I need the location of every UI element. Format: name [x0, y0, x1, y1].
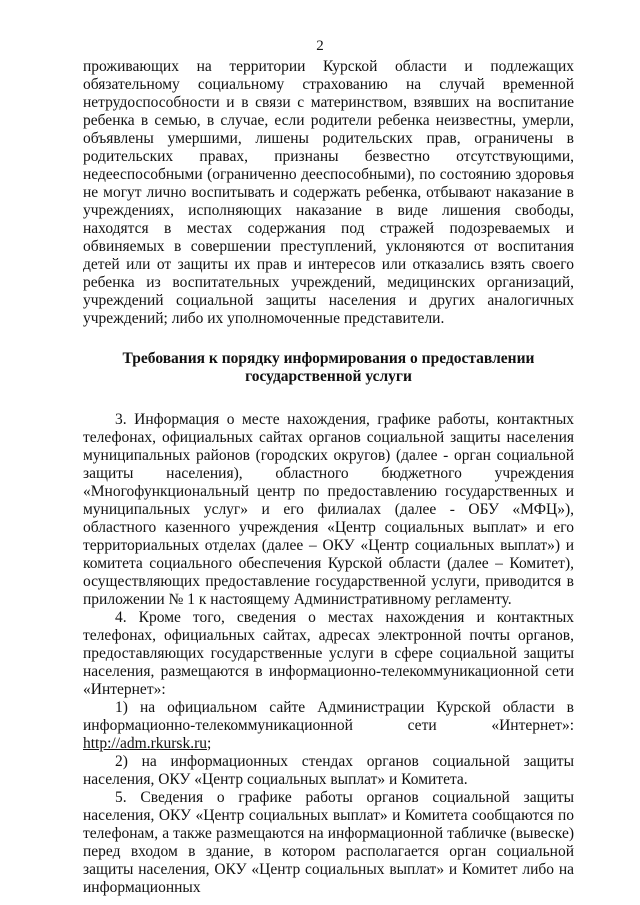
paragraph-3: 3. Информация о месте нахождения, графике работы, контактных телефонах, официальных сайтах органов социальной защиты населения муниципальных районов (городских округов) (далее - орган социальной защиты населения), областного бюджетного учреждения «Многофункциональный центр по предоставлению государственных и муниципальных услуг» и его филиалах (далее - ОБУ «МФЦ»), областного казенного учреждения «Центр социальных выплат» и его территориальных отделах (далее – ОКУ «Центр социальных выплат») и комитета социального обеспечения Курской области (далее – Комитет), осуществляющих предоставление государственной услуги, приводится в приложении № 1 к настоящему Административному регламенту.	[83, 411, 574, 608]
document-body	[83, 58, 574, 897]
list-item-2: 2) на информационных стендах органов социальной защиты населения, ОКУ «Центр социальных выплат» и Комитета.	[83, 753, 574, 788]
section-heading: Требования к порядку информирования о предоставлении государственной услуги	[122, 350, 535, 385]
paragraph-4: 4. Кроме того, сведения о местах нахождения и контактных телефонах, официальных сайтах, адресах электронной почты органов, предоставляющих государственные услуги в сфере социальной защиты населения, размещаются в информационно-телекоммуникационной сети «Интернет»:	[83, 609, 574, 698]
list-item-1-text: 1) на официальном сайте Администрации Курской области в информационно-телекоммуникационной сети «Интернет»:	[83, 699, 574, 734]
page-number: 2	[316, 38, 324, 54]
intro-paragraph: проживающих на территории Курской области и подлежащих обязательному социальному страхованию на случай временной нетрудоспособности и в связи с материнством, взявших на воспитание ребенка в семью, в случае, если родители ребенка неизвестны, умерли, объявлены умершими, лишены родительских прав, ограничены в родительских правах, признаны безвестно отсутствующими, недееспособными (ограниченно дееспособными), по состоянию здоровья не могут лично воспитывать и содержать ребенка, отбывают наказание в учреждениях, исполняющих наказание в виде лишения свободы, находятся в местах содержания под стражей подозреваемых и обвиняемых в совершении преступлений, уклоняются от воспитания детей или от защиты их прав и интересов или отказались взять своего ребенка из воспитательных учреждений, медицинских организаций, учреждений социальной защиты населения и других аналогичных учреждений; либо их уполномоченные представители.	[83, 58, 574, 327]
list-item-1-end: ;	[207, 735, 212, 752]
paragraph-5: 5. Сведения о графике работы органов социальной защиты населения, ОКУ «Центр социальных выплат» и Комитета сообщаются по телефонам, а также размещаются на информационной табличке (вывеске) перед входом в здание, в котором располагается орган социальной защиты населения, ОКУ «Центр социальных выплат» и Комитет либо на информационных	[83, 789, 574, 896]
list-item-1	[83, 699, 574, 753]
admin-website-link[interactable]: http://adm.rkursk.ru	[83, 735, 207, 752]
